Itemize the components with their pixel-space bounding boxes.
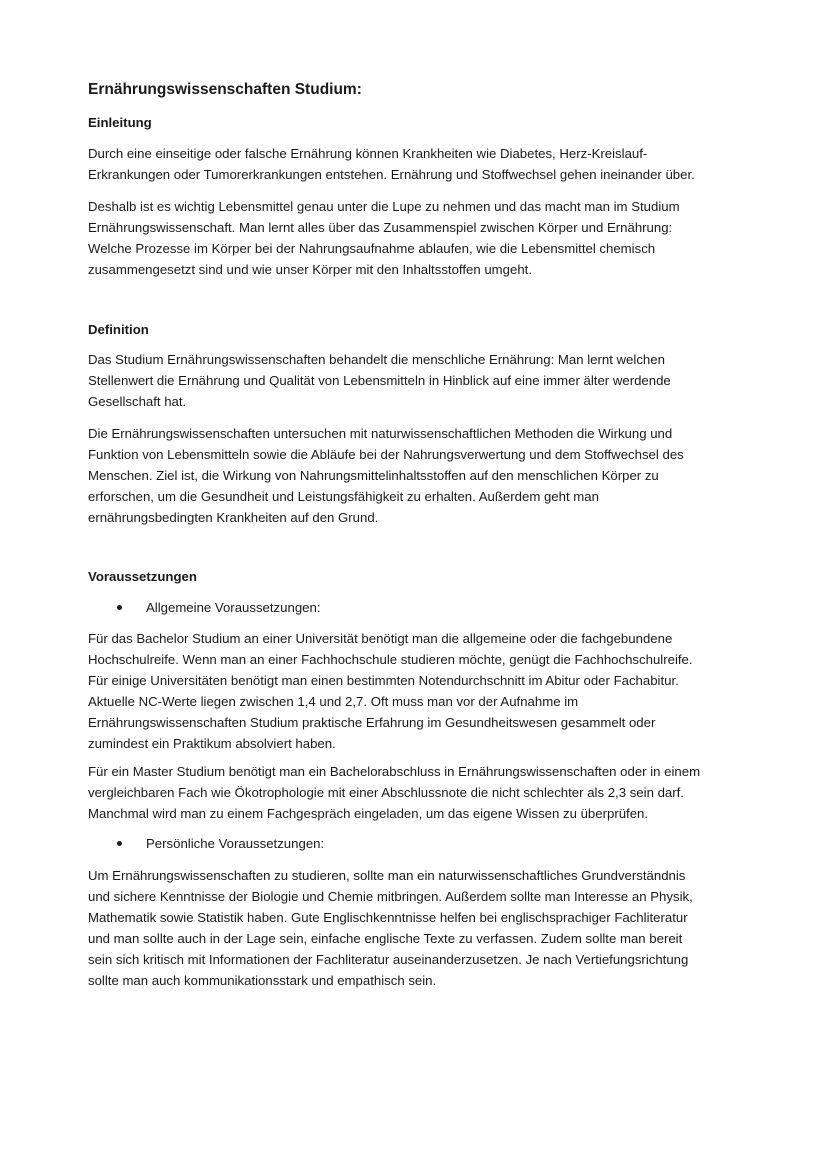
text-line: ernährungsbedingten Krankheiten auf den Grund. bbox=[88, 510, 379, 525]
text-line: zusammengesetzt sind und wie unser Körper mit den Inhaltsstoffen umgeht. bbox=[88, 262, 532, 277]
heading-einleitung: Einleitung bbox=[88, 115, 152, 130]
bullet-text: Allgemeine Voraussetzungen: bbox=[146, 600, 321, 615]
bullet-icon bbox=[117, 841, 122, 846]
text-line: sein sich kritisch mit Informationen der Fachliteratur auseinanderzusetzen. Je nach Vertiefungsrichtung bbox=[88, 952, 689, 967]
text-line: sollte man auch kommunikationsstark und empathisch sein. bbox=[88, 973, 437, 988]
text-line: Deshalb ist es wichtig Lebensmittel genau unter die Lupe zu nehmen und das macht man im Studium bbox=[88, 199, 680, 214]
text-line: Ernährungswissenschaften Studium praktische Erfahrung im Gesundheitswesen gesammelt oder bbox=[88, 715, 656, 730]
text-line: Mathematik sowie Statistik haben. Gute Englischkenntnisse helfen bei englischsprachiger Fachliteratur bbox=[88, 910, 688, 925]
bullet-icon bbox=[117, 605, 122, 610]
document-title: Ernährungswissenschaften Studium: bbox=[88, 81, 362, 98]
text-line: Funktion von Lebensmitteln sowie die Abläufe bei der Nahrungsverwertung und dem Stoffwechsel des bbox=[88, 447, 684, 462]
text-line: und sichere Kenntnisse der Biologie und Chemie mitbringen. Außerdem sollte man Interesse an Physik, bbox=[88, 889, 693, 904]
paragraph bbox=[88, 761, 700, 824]
text-line: Die Ernährungswissenschaften untersuchen mit naturwissenschaftlichen Methoden die Wirkung und bbox=[88, 426, 673, 441]
paragraph bbox=[88, 349, 671, 412]
text-line: Für das Bachelor Studium an einer Universität benötigt man die allgemeine oder die fachgebundene bbox=[88, 631, 673, 646]
paragraph bbox=[88, 865, 693, 991]
text-line: Gesellschaft hat. bbox=[88, 394, 187, 409]
text-line: vergleichbaren Fach wie Ökotrophologie mit einer Abschlussnote die nicht schlechter als 2,3 sein darf. bbox=[88, 785, 684, 800]
heading-definition: Definition bbox=[88, 322, 149, 337]
bullet-item bbox=[117, 833, 324, 854]
text-line: zumindest ein Praktikum absolviert haben. bbox=[88, 736, 336, 751]
bullet-item bbox=[117, 597, 320, 618]
text-line: Erkrankungen oder Tumorerkrankungen entstehen. Ernährung und Stoffwechsel gehen ineinander über. bbox=[88, 167, 695, 182]
text-line: Ernährungswissenschaft. Man lernt alles über das Zusammenspiel zwischen Körper und Ernährung: bbox=[88, 220, 673, 235]
bullet-text: Persönliche Voraussetzungen: bbox=[146, 836, 325, 851]
heading-voraussetzungen: Voraussetzungen bbox=[88, 569, 197, 584]
text-line: Menschen. Ziel ist, die Wirkung von Nahrungsmittelinhaltsstoffen auf den menschlichen Körper zu bbox=[88, 468, 659, 483]
text-line: Welche Prozesse im Körper bei der Nahrungsaufnahme ablaufen, wie die Lebensmittel chemisch bbox=[88, 241, 656, 256]
paragraph bbox=[88, 423, 684, 528]
paragraph bbox=[88, 196, 680, 280]
paragraph bbox=[88, 628, 693, 754]
text-line: Für ein Master Studium benötigt man ein Bachelorabschluss in Ernährungswissenschaften oder in einem bbox=[88, 764, 701, 779]
text-line: Um Ernährungswissenschaften zu studieren, sollte man ein naturwissenschaftliches Grundverständnis bbox=[88, 868, 686, 883]
text-line: Für einige Universitäten benötigt man einen bestimmten Notendurchschnitt im Abitur oder Fachabitur. bbox=[88, 673, 679, 688]
text-line: Durch eine einseitige oder falsche Ernährung können Krankheiten wie Diabetes, Herz-Kreislauf- bbox=[88, 146, 648, 161]
text-line: Das Studium Ernährungswissenschaften behandelt die menschliche Ernährung: Man lernt welchen bbox=[88, 352, 665, 367]
text-line: erforschen, um die Gesundheit und Leistungsfähigkeit zu erhalten. Außerdem geht man bbox=[88, 489, 599, 504]
text-line: Hochschulreife. Wenn man an einer Fachhochschule studieren möchte, genügt die Fachhochschulreife. bbox=[88, 652, 693, 667]
text-line: Manchmal wird man zu einem Fachgespräch eingeladen, um das eigene Wissen zu überprüfen. bbox=[88, 806, 649, 821]
paragraph bbox=[88, 143, 695, 185]
text-line: Aktuelle NC-Werte liegen zwischen 1,4 und 2,7. Oft muss man vor der Aufnahme im bbox=[88, 694, 579, 709]
text-line: und man sollte auch in der Lage sein, einfache englische Texte zu verfassen. Zudem sollte man bereit bbox=[88, 931, 683, 946]
text-line: Stellenwert die Ernährung und Qualität von Lebensmitteln in Hinblick auf eine immer älter werdende bbox=[88, 373, 671, 388]
